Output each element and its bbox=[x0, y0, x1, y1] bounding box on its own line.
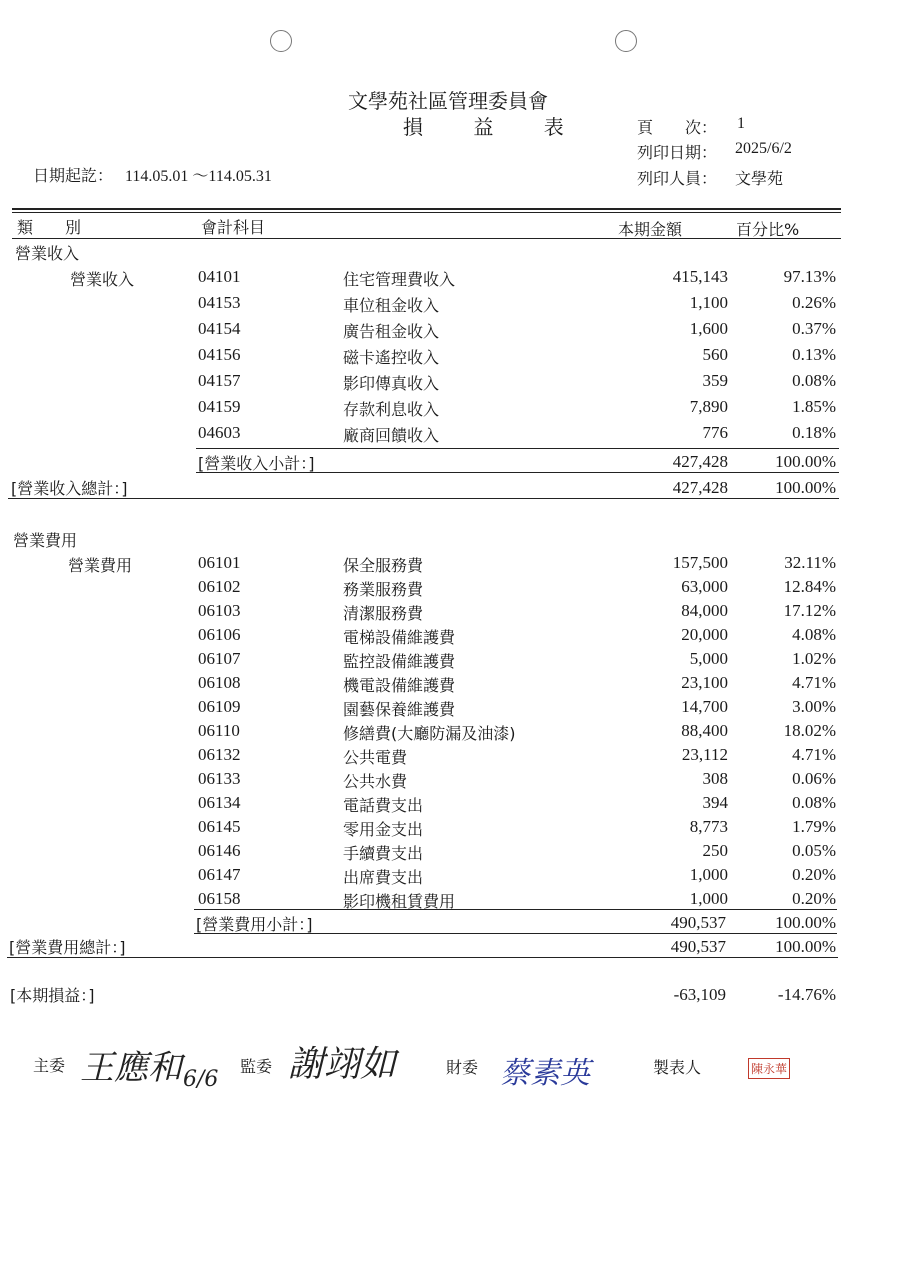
header-rule-top bbox=[12, 208, 841, 210]
print-date-label: 列印日期： bbox=[637, 143, 718, 162]
expense-group-label: 營業費用 bbox=[68, 556, 133, 575]
col-account: 會計科目 bbox=[201, 218, 266, 237]
account-code: 06132 bbox=[198, 745, 241, 764]
expense-section-label: 營業費用 bbox=[13, 531, 78, 550]
account-name: 保全服務費 bbox=[343, 556, 424, 575]
amount-value: 1,100 bbox=[689, 293, 728, 312]
account-name: 清潔服務費 bbox=[343, 604, 424, 623]
expense-subtotal-underline bbox=[194, 933, 837, 934]
percent-value: 32.11% bbox=[784, 553, 836, 572]
percent-value: 4.08% bbox=[792, 625, 836, 644]
account-code: 06133 bbox=[198, 769, 241, 788]
expense-subtotal-rule bbox=[194, 909, 837, 910]
percent-value: 0.08% bbox=[792, 793, 836, 812]
account-code: 06101 bbox=[198, 553, 241, 572]
table-row bbox=[0, 293, 910, 317]
binder-hole-left bbox=[270, 30, 292, 52]
net-amount: -63,109 bbox=[673, 985, 726, 1004]
col-category: 類 別 bbox=[17, 218, 82, 237]
account-name: 電話費支出 bbox=[343, 796, 424, 815]
amount-value: 5,000 bbox=[689, 649, 728, 668]
finance-signature: 蔡素英 bbox=[500, 1056, 590, 1091]
supervisor-label: 監委 bbox=[240, 1057, 273, 1076]
revenue-total-underline bbox=[8, 498, 839, 499]
account-name: 住宅管理費收入 bbox=[343, 270, 456, 289]
account-name: 影印機租賃費用 bbox=[343, 892, 456, 911]
amount-value: 1,600 bbox=[689, 319, 728, 338]
revenue-section-label: 營業收入 bbox=[15, 244, 80, 263]
table-row bbox=[0, 601, 910, 625]
amount-value: 359 bbox=[702, 371, 728, 390]
amount-value: 1,000 bbox=[689, 865, 728, 884]
percent-value: 4.71% bbox=[792, 745, 836, 764]
amount-value: 23,112 bbox=[681, 745, 728, 764]
table-row bbox=[0, 625, 910, 649]
table-row bbox=[0, 865, 910, 889]
account-code: 04154 bbox=[198, 319, 241, 338]
table-row bbox=[0, 371, 910, 395]
account-code: 04156 bbox=[198, 345, 241, 364]
account-code: 06107 bbox=[198, 649, 241, 668]
account-name: 影印傳真收入 bbox=[343, 374, 440, 393]
account-name: 出席費支出 bbox=[343, 868, 424, 887]
revenue-subtotal-percent: 100.00% bbox=[775, 452, 836, 471]
percent-value: 1.79% bbox=[792, 817, 836, 836]
account-code: 06145 bbox=[198, 817, 241, 836]
table-row bbox=[0, 345, 910, 369]
amount-value: 7,890 bbox=[689, 397, 728, 416]
percent-value: 0.37% bbox=[792, 319, 836, 338]
amount-value: 560 bbox=[702, 345, 728, 364]
account-name: 存款利息收入 bbox=[343, 400, 440, 419]
account-name: 公共水費 bbox=[343, 772, 408, 791]
report-title: 損 益 表 bbox=[403, 115, 586, 139]
account-code: 06106 bbox=[198, 625, 241, 644]
page-label: 頁 次： bbox=[637, 118, 718, 137]
account-name: 零用金支出 bbox=[343, 820, 424, 839]
revenue-total-label: [營業收入總計：] bbox=[11, 479, 128, 498]
amount-value: 250 bbox=[702, 841, 728, 860]
col-amount: 本期金額 bbox=[618, 220, 683, 239]
amount-value: 63,000 bbox=[681, 577, 728, 596]
chair-sign-date: 6/6 bbox=[183, 1067, 219, 1092]
account-name: 磁卡遙控收入 bbox=[343, 348, 440, 367]
revenue-subtotal-underline bbox=[196, 472, 839, 473]
printer-label: 列印人員： bbox=[637, 169, 718, 188]
percent-value: 17.12% bbox=[783, 601, 836, 620]
account-name: 車位租金收入 bbox=[343, 296, 440, 315]
revenue-subtotal-label: [營業收入小計：] bbox=[198, 454, 315, 473]
amount-value: 308 bbox=[702, 769, 728, 788]
account-code: 06108 bbox=[198, 673, 241, 692]
table-row bbox=[0, 769, 910, 793]
table-row bbox=[0, 577, 910, 601]
amount-value: 88,400 bbox=[681, 721, 728, 740]
expense-total-underline bbox=[7, 957, 838, 958]
account-name: 修繕費(大廳防漏及油漆) bbox=[343, 724, 516, 743]
printer-value: 文學苑 bbox=[735, 169, 784, 188]
table-row bbox=[0, 721, 910, 745]
percent-value: 0.20% bbox=[792, 889, 836, 908]
table-row bbox=[0, 673, 910, 697]
account-code: 06158 bbox=[198, 889, 241, 908]
percent-value: 12.84% bbox=[783, 577, 836, 596]
amount-value: 23,100 bbox=[681, 673, 728, 692]
table-row bbox=[0, 697, 910, 721]
table-row bbox=[0, 319, 910, 343]
account-name: 監控設備維護費 bbox=[343, 652, 456, 671]
table-row bbox=[0, 267, 910, 291]
account-code: 06109 bbox=[198, 697, 241, 716]
expense-total-label: [營業費用總計：] bbox=[9, 938, 126, 957]
amount-value: 1,000 bbox=[689, 889, 728, 908]
percent-value: 97.13% bbox=[783, 267, 836, 286]
table-row bbox=[0, 553, 910, 577]
revenue-total-amount: 427,428 bbox=[672, 478, 728, 497]
net-percent: -14.76% bbox=[777, 985, 836, 1004]
table-row bbox=[0, 423, 910, 447]
amount-value: 20,000 bbox=[681, 625, 728, 644]
percent-value: 1.85% bbox=[792, 397, 836, 416]
percent-value: 18.02% bbox=[783, 721, 836, 740]
account-code: 04157 bbox=[198, 371, 241, 390]
date-range-value: 114.05.01 ～114.05.31 bbox=[125, 168, 272, 185]
percent-value: 0.05% bbox=[792, 841, 836, 860]
account-code: 06134 bbox=[198, 793, 241, 812]
revenue-total-percent: 100.00% bbox=[775, 478, 836, 497]
account-name: 手續費支出 bbox=[343, 844, 424, 863]
account-code: 04153 bbox=[198, 293, 241, 312]
amount-value: 415,143 bbox=[672, 267, 728, 286]
revenue-group-label: 營業收入 bbox=[70, 270, 135, 289]
percent-value: 1.02% bbox=[792, 649, 836, 668]
account-code: 06102 bbox=[198, 577, 241, 596]
percent-value: 0.13% bbox=[792, 345, 836, 364]
table-row bbox=[0, 397, 910, 421]
percent-value: 0.08% bbox=[792, 371, 836, 390]
header-rule-bottom bbox=[12, 238, 841, 239]
amount-value: 14,700 bbox=[681, 697, 728, 716]
finance-label: 財委 bbox=[446, 1058, 479, 1077]
account-code: 06146 bbox=[198, 841, 241, 860]
account-code: 06103 bbox=[198, 601, 241, 620]
expense-subtotal-percent: 100.00% bbox=[775, 913, 836, 932]
percent-value: 0.26% bbox=[792, 293, 836, 312]
page-value: 1 bbox=[737, 115, 745, 132]
binder-hole-right bbox=[615, 30, 637, 52]
preparer-seal-stamp: 陳永華 bbox=[748, 1058, 790, 1079]
account-name: 務業服務費 bbox=[343, 580, 424, 599]
col-percent: 百分比% bbox=[736, 220, 800, 239]
amount-value: 776 bbox=[702, 423, 728, 442]
amount-value: 157,500 bbox=[672, 553, 728, 572]
preparer-label: 製表人 bbox=[653, 1058, 702, 1077]
percent-value: 3.00% bbox=[792, 697, 836, 716]
account-code: 04603 bbox=[198, 423, 241, 442]
net-label: [本期損益：] bbox=[10, 986, 95, 1005]
percent-value: 4.71% bbox=[792, 673, 836, 692]
account-code: 06110 bbox=[198, 721, 240, 740]
supervisor-signature: 謝翊如 bbox=[288, 1044, 397, 1085]
account-code: 04101 bbox=[198, 267, 241, 286]
table-row bbox=[0, 817, 910, 841]
chair-signature: 王應和 bbox=[80, 1048, 182, 1088]
revenue-subtotal-amount: 427,428 bbox=[672, 452, 728, 471]
account-code: 06147 bbox=[198, 865, 241, 884]
account-name: 公共電費 bbox=[343, 748, 408, 767]
account-name: 電梯設備維護費 bbox=[343, 628, 456, 647]
account-name: 廠商回饋收入 bbox=[343, 426, 440, 445]
org-title: 文學苑社區管理委員會 bbox=[348, 89, 548, 113]
expense-subtotal-amount: 490,537 bbox=[670, 913, 726, 932]
expense-subtotal-label: [營業費用小計：] bbox=[196, 915, 313, 934]
expense-total-amount: 490,537 bbox=[670, 937, 726, 956]
table-row bbox=[0, 841, 910, 865]
expense-total-percent: 100.00% bbox=[775, 937, 836, 956]
chair-label: 主委 bbox=[33, 1056, 66, 1075]
table-row bbox=[0, 649, 910, 673]
amount-value: 394 bbox=[702, 793, 728, 812]
table-row bbox=[0, 793, 910, 817]
revenue-subtotal-rule bbox=[196, 448, 839, 449]
percent-value: 0.20% bbox=[792, 865, 836, 884]
percent-value: 0.06% bbox=[792, 769, 836, 788]
amount-value: 8,773 bbox=[689, 817, 728, 836]
header-rule-top-2 bbox=[12, 212, 841, 213]
account-name: 廣告租金收入 bbox=[343, 322, 440, 341]
amount-value: 84,000 bbox=[681, 601, 728, 620]
account-code: 04159 bbox=[198, 397, 241, 416]
date-range-label: 日期起訖： bbox=[33, 166, 114, 185]
account-name: 機電設備維護費 bbox=[343, 676, 456, 695]
percent-value: 0.18% bbox=[792, 423, 836, 442]
account-name: 園藝保養維護費 bbox=[343, 700, 456, 719]
print-date-value: 2025/6/2 bbox=[735, 140, 792, 157]
table-row bbox=[0, 745, 910, 769]
